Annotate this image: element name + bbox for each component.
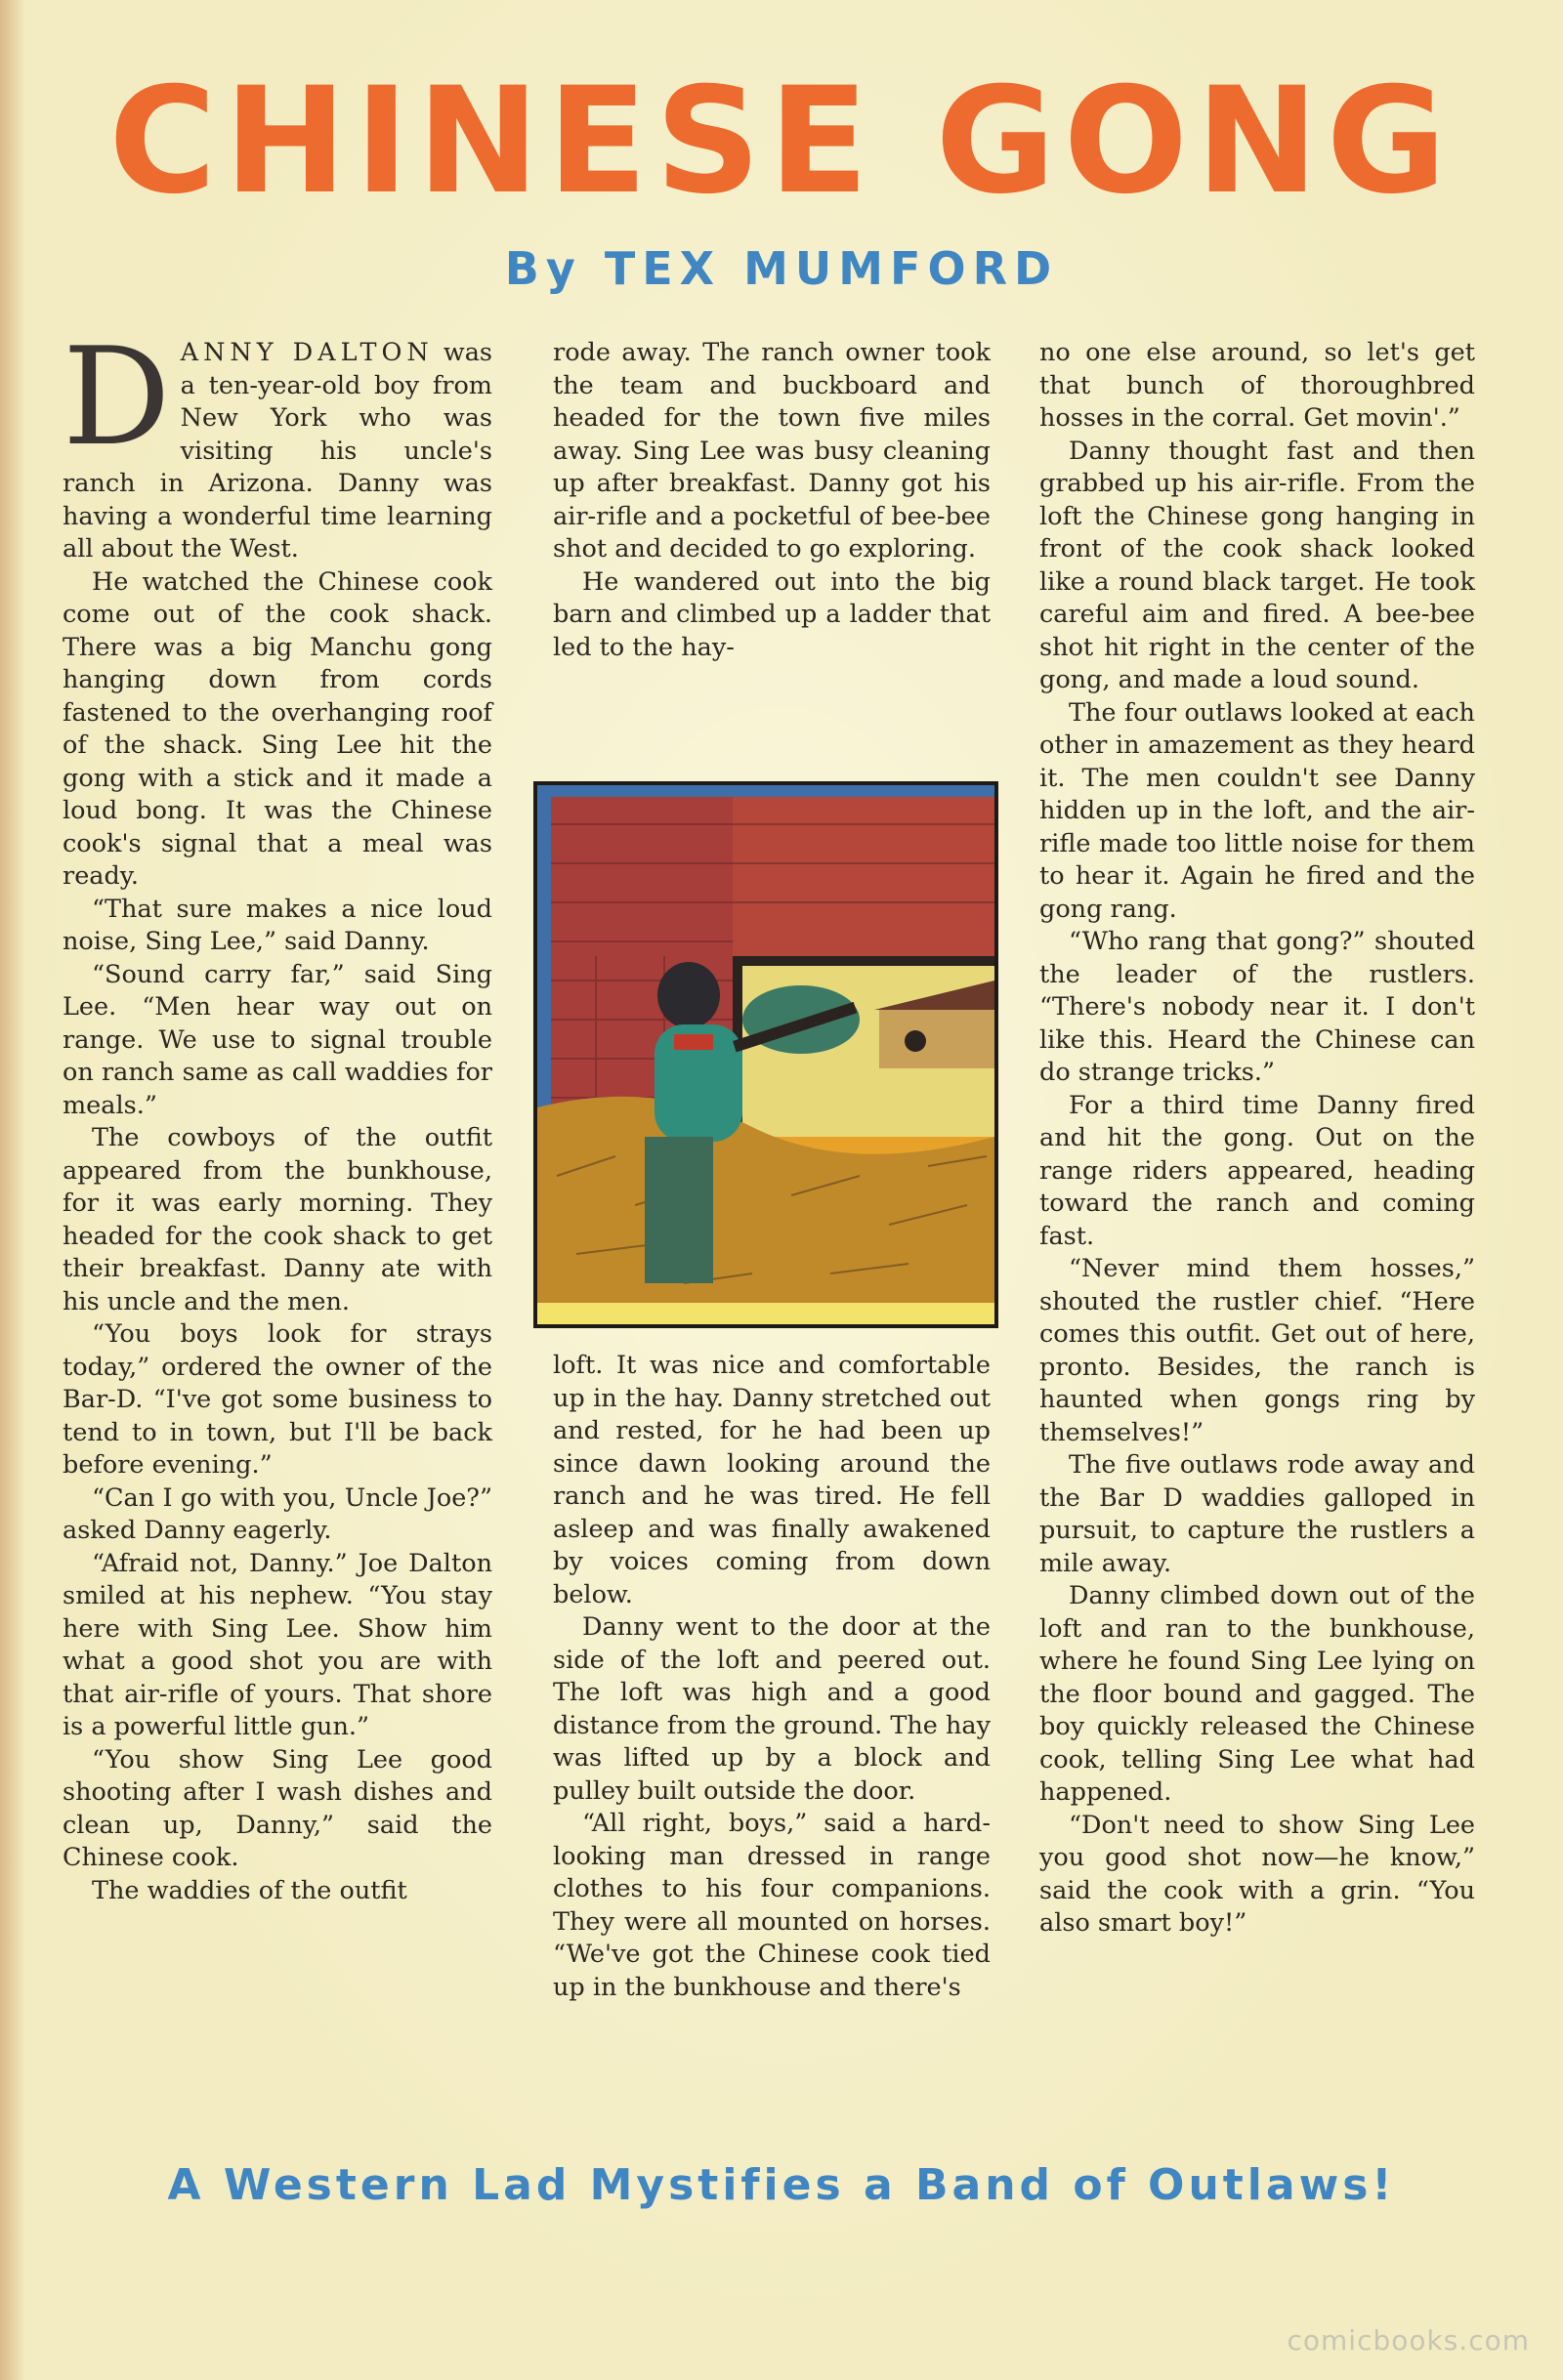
paragraph: “Who rang that gong?” shouted the leader of the rustlers. “There's nobody near it. I don't like this. Heard the Chinese can do strange tricks.” bbox=[1039, 927, 1475, 1087]
paragraph: rode away. The ranch owner took the team and buckboard and headed for the town five miles away. Sing Lee was busy cleaning up after breakfast. Danny got his air-rifle and a pocketful of bee-bee shot and decided to go exploring. bbox=[553, 338, 991, 564]
paragraph: “Never mind them hosses,” shouted the rustler chief. “Here comes this outfit. Get out of here, pronto. Besides, the ranch is haunted when gongs ring by themselves!” bbox=[1039, 1254, 1475, 1447]
paragraph: Danny went to the door at the side of the loft and peered out. The loft was high and a good distance from the ground. The hay was lifted up by a block and pulley built outside the door. bbox=[553, 1612, 991, 1806]
paragraph: no one else around, so let's get that bunch of thoroughbred hosses in the corral. Get movin'.” bbox=[1039, 338, 1475, 433]
paragraph: “You boys look for strays today,” ordered the owner of the Bar-D. “I've got some business to tend to in town, but I'll be back before evening.” bbox=[63, 1319, 492, 1480]
paragraph: “You show Sing Lee good shooting after I wash dishes and clean up, Danny,” said the Chinese cook. bbox=[63, 1744, 492, 1872]
column-1 bbox=[63, 318, 492, 1907]
paragraph: For a third time Danny fired and hit the gong. Out on the range riders appeared, heading toward the ranch and coming fast. bbox=[1039, 1090, 1475, 1251]
column-2-top bbox=[553, 337, 991, 664]
paragraph: DANNY DALTON was a ten-year-old boy from New York who was visiting his uncle's ranch in Arizona. Danny was having a wonderful time learning all about the West. bbox=[63, 318, 492, 564]
paragraph: “That sure makes a nice loud noise, Sing Lee,” said Danny. bbox=[63, 894, 492, 956]
paragraph: The five outlaws rode away and the Bar D waddies galloped in pursuit, to capture the rustlers a mile away. bbox=[1039, 1450, 1475, 1578]
paragraph: The waddies of the outfit bbox=[92, 1875, 407, 1905]
paragraph: The four outlaws looked at each other in amazement as they heard it. The men couldn't see Danny hidden up in the loft, and the air-rifle made too little noise for them to hear it. Again he fired and the gong rang. bbox=[1039, 697, 1475, 924]
site-watermark: comicbooks.com bbox=[1287, 2324, 1530, 2357]
boy-in-hayloft-illustration bbox=[537, 785, 994, 1324]
paragraph: He wandered out into the big barn and climbed up a ladder that led to the hay- bbox=[553, 566, 991, 662]
page-edge bbox=[0, 0, 25, 2380]
story-illustration bbox=[533, 781, 998, 1328]
paragraph: He watched the Chinese cook come out of the cook shack. There was a big Manchu gong hanging down from cords fastened to the overhanging roof of the shack. Sing Lee hit the gong with a stick and it made a loud bong. It was the Chinese cook's signal that a meal was ready. bbox=[63, 566, 492, 891]
column-3 bbox=[1039, 337, 1475, 1941]
paragraph: “Afraid not, Danny.” Joe Dalton smiled at his nephew. “You stay here with Sing Lee. Show him what a good shot you are with that air-rifle of yours. That shore is a powerful little gun.” bbox=[63, 1548, 492, 1741]
lead-caps: ANNY DALTON bbox=[180, 338, 434, 367]
byline: By TEX MUMFORD bbox=[504, 242, 1059, 295]
paragraph: Danny thought fast and then grabbed up his air-rifle. From the loft the Chinese gong hanging in front of the cook shack looked like a round black target. He took careful aim and fired. A bee-bee shot hit right in the center of the gong, and made a loud sound. bbox=[1039, 436, 1475, 694]
story-tagline: A Western Lad Mystifies a Band of Outlaws! bbox=[167, 2160, 1396, 2210]
story-title: CHINESE GONG bbox=[108, 57, 1455, 227]
drop-cap: D bbox=[63, 318, 171, 476]
column-2-bottom bbox=[553, 1350, 991, 2004]
paragraph: “Can I go with you, Uncle Joe?” asked Danny eagerly. bbox=[63, 1482, 492, 1545]
paragraph: The cowboys of the outfit appeared from the bunkhouse, for it was early morning. They headed for the cook shack to get their breakfast. Danny ate with his uncle and the men. bbox=[63, 1123, 492, 1316]
paragraph: Danny climbed down out of the loft and ran to the bunkhouse, where he found Sing Lee lying on the floor bound and gagged. The boy quickly released the Chinese cook, telling Sing Lee what had happened. bbox=[1039, 1581, 1475, 1807]
paragraph: “Sound carry far,” said Sing Lee. “Men hear way out on range. We use to signal trouble on ranch same as call waddies for meals.” bbox=[63, 959, 492, 1120]
paragraph: “Don't need to show Sing Lee you good shot now—he know,” said the cook with a grin. “You also smart boy!” bbox=[1039, 1810, 1475, 1938]
paragraph: loft. It was nice and comfortable up in the hay. Danny stretched out and rested, for he had been up since dawn looking around the ranch and he was tired. He fell asleep and was finally awakened by voices coming from down below. bbox=[553, 1351, 991, 1609]
paragraph: “All right, boys,” said a hard-looking man dressed in range clothes to his four companions. They were all mounted on horses. “We've got the Chinese cook tied up in the bunkhouse and there's bbox=[553, 1809, 991, 2002]
